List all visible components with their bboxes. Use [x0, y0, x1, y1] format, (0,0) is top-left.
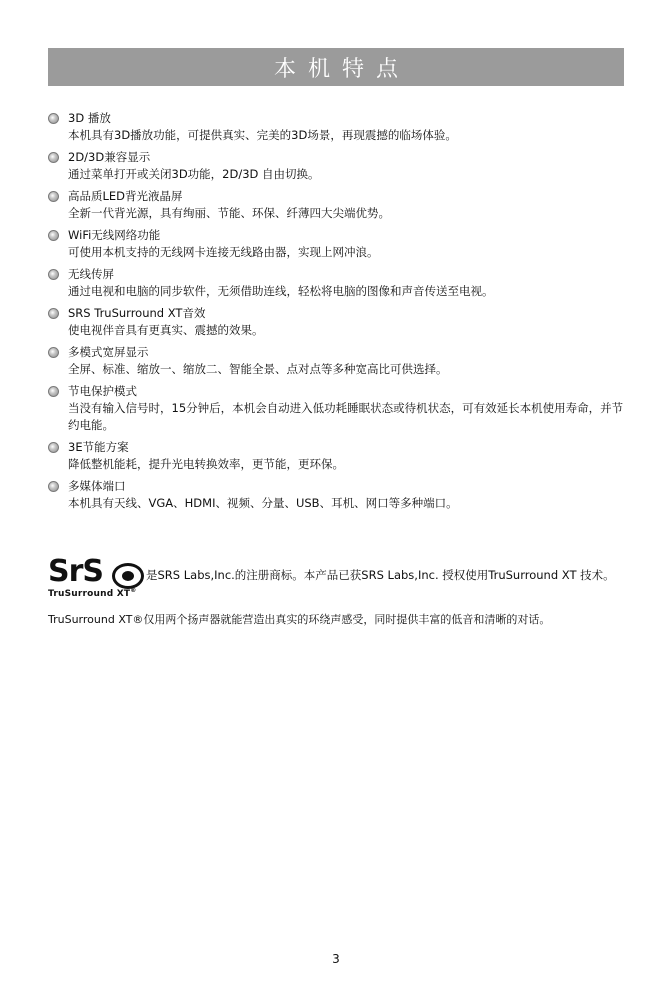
feature-title: WiFi无线网络功能 [68, 228, 161, 242]
bullet-icon [48, 442, 59, 453]
feature-description: 通过菜单打开或关闭3D功能，2D/3D 自由切换。 [68, 167, 320, 181]
bullet-icon [48, 308, 59, 319]
bullet-icon [48, 347, 59, 358]
feature-title: 3D 播放 [68, 111, 111, 125]
page-number: 3 [332, 952, 340, 966]
feature-item [48, 344, 628, 378]
feature-item [48, 478, 628, 512]
feature-description: 使电视伴音具有更真实、震撼的效果。 [68, 323, 264, 337]
feature-item [48, 439, 628, 473]
srs-logo-circle-icon [112, 563, 144, 589]
feature-title: 无线传屏 [68, 267, 114, 281]
feature-item [48, 266, 628, 300]
feature-description: 降低整机能耗，提升光电转换效率，更节能，更环保。 [68, 457, 344, 471]
bullet-icon [48, 386, 59, 397]
feature-item [48, 188, 628, 222]
feature-description: 全新一代背光源，具有绚丽、节能、环保、纤薄四大尖端优势。 [68, 206, 390, 220]
bullet-icon [48, 113, 59, 124]
page-title-bar [48, 48, 624, 86]
feature-item [48, 227, 628, 261]
bullet-icon [48, 230, 59, 241]
feature-item [48, 305, 628, 339]
feature-description: 本机具有天线、VGA、HDMI、视频、分量、USB、耳机、网口等多种端口。 [68, 496, 458, 510]
feature-title: SRS TruSurround XT音效 [68, 306, 206, 320]
feature-description: 当没有输入信号时，15分钟后，本机会自动进入低功耗睡眠状态或待机状态，可有效延长本机使用寿命，并节约电能。 [68, 401, 624, 432]
feature-title: 节电保护模式 [68, 384, 137, 398]
srs-trademark-text: 是SRS Labs,Inc.的注册商标。本产品已获SRS Labs,Inc. 授权使用TruSurround XT 技术。 [146, 568, 615, 582]
srs-logo-subtitle [48, 587, 136, 599]
feature-title: 高品质LED背光液晶屏 [68, 189, 183, 203]
bullet-icon [48, 191, 59, 202]
srs-logo-text: SrS [48, 554, 104, 589]
feature-title: 2D/3D兼容显示 [68, 150, 151, 164]
srs-logo-subtitle-text: TruSurround XT [48, 589, 131, 599]
feature-description: 通过电视和电脑的同步软件，无须借助连线，轻松将电脑的图像和声音传送至电视。 [68, 284, 494, 298]
feature-item [48, 383, 628, 434]
feature-item [48, 149, 628, 183]
feature-title: 多媒体端口 [68, 479, 126, 493]
feature-list [48, 110, 628, 517]
feature-title: 3E节能方案 [68, 440, 129, 454]
feature-title: 多模式宽屏显示 [68, 345, 149, 359]
bullet-icon [48, 481, 59, 492]
registered-mark: ® [130, 587, 137, 594]
srs-description: TruSurround XT®仅用两个扬声器就能营造出真实的环绕声感受，同时提供丰富的低音和清晰的对话。 [48, 613, 551, 626]
feature-description: 可使用本机支持的无线网卡连接无线路由器，实现上网冲浪。 [68, 245, 379, 259]
feature-description: 本机具有3D播放功能，可提供真实、完美的3D场景，再现震撼的临场体验。 [68, 128, 457, 142]
page-title: 本机特点 [273, 56, 410, 82]
feature-description: 全屏、标准、缩放一、缩放二、智能全景、点对点等多种宽高比可供选择。 [68, 362, 448, 376]
srs-logo [48, 554, 144, 602]
feature-item [48, 110, 628, 144]
bullet-icon [48, 152, 59, 163]
bullet-icon [48, 269, 59, 280]
